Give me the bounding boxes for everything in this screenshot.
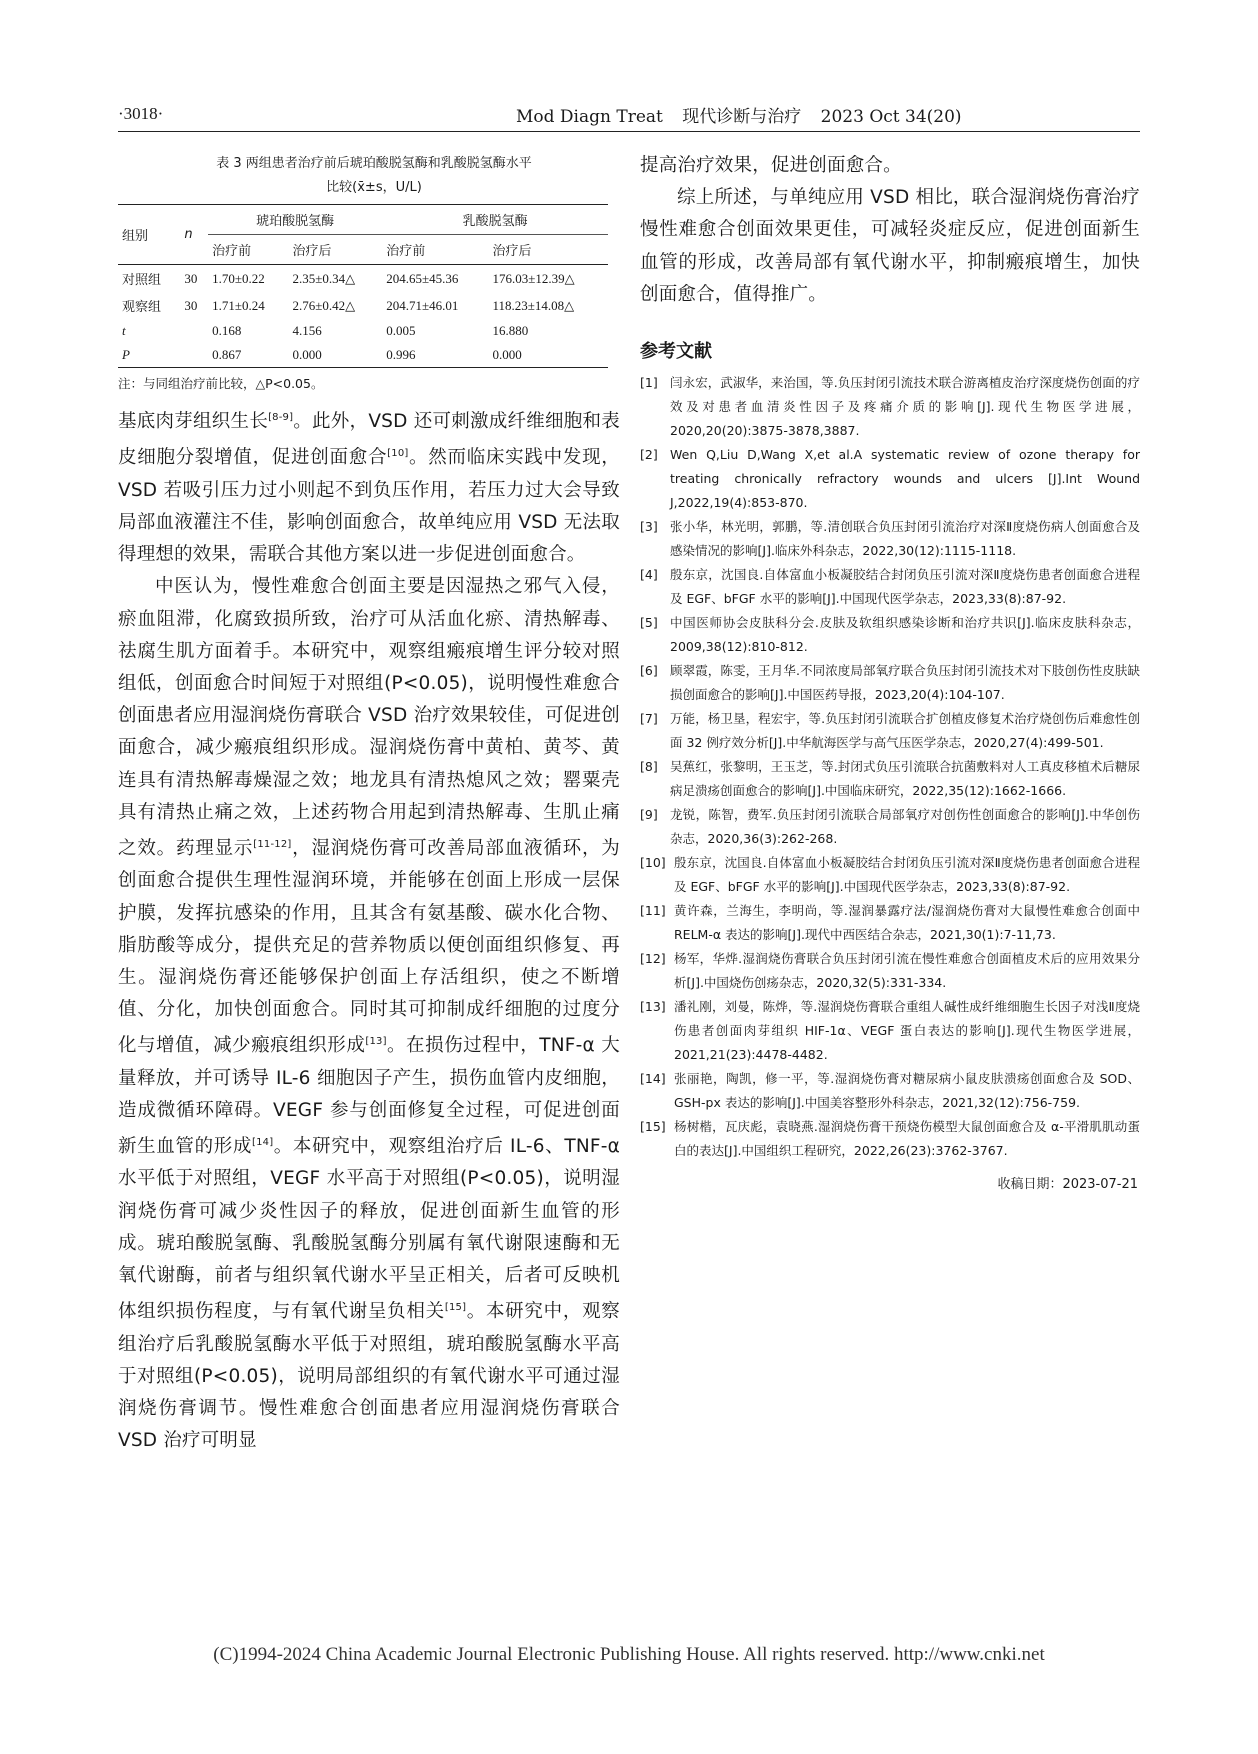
reference-number: [7] bbox=[640, 711, 658, 727]
header-rule bbox=[118, 131, 1140, 132]
references-title: 参考文献 bbox=[640, 341, 712, 363]
cell-sdh-before: 1.71±0.24 bbox=[212, 297, 265, 313]
cell-n: 30 bbox=[184, 297, 198, 313]
reference-item bbox=[640, 707, 1140, 755]
col-header-group: 组别 bbox=[122, 229, 149, 244]
paragraph bbox=[118, 402, 620, 571]
reference-number: [1] bbox=[640, 375, 658, 391]
reference-number: [6] bbox=[640, 663, 658, 679]
cell-sdh-before: 1.70±0.22 bbox=[212, 270, 265, 286]
col-header-sdh: 琥珀酸脱氢酶 bbox=[256, 214, 335, 229]
col-header-sdh-after: 治疗后 bbox=[289, 235, 383, 265]
cell-group: P bbox=[122, 347, 130, 362]
cell-n bbox=[180, 319, 208, 343]
citation: [8-9] bbox=[268, 412, 294, 423]
reference-item bbox=[640, 1067, 1140, 1115]
left-body-text bbox=[118, 402, 620, 1457]
text-run: 基底肉芽组织生长 bbox=[118, 411, 269, 433]
citation: [10] bbox=[387, 448, 409, 460]
text-run: 中医认为，慢性难愈合创面主要是因湿热之邪气入侵，瘀血阻滞，化腐致损所致，治疗可从活血化瘀、清热解毒、祛腐生肌方面着手。本研究中，观察组瘢痕增生评分较对照组低，创面愈合时间短于对照组(P<0.05)，说明慢性难愈合创面患者应用湿润烧伤膏联合 VSD 治疗效果较佳，可促进创面愈合，减少瘢痕组织形成。湿润烧伤膏中黄柏、黄芩、黄连具有清热解毒燥湿之效；地龙具有清热熄风之效；罂粟壳具有清热止痛之效，上述药物合用起到清热解毒、生肌止痛之效。药理显示 bbox=[118, 576, 620, 860]
page-header bbox=[118, 98, 1140, 132]
col-header-ldh-before: 治疗前 bbox=[382, 235, 488, 265]
reference-item bbox=[640, 611, 1140, 659]
table-row bbox=[118, 319, 608, 343]
received-date: 收稿日期：2023-07-21 bbox=[997, 1177, 1138, 1193]
reference-text: 吴蕉红，张黎明，王玉芝，等.封闭式负压引流联合抗菌敷料对人工真皮移植术后糖尿病足溃疡创面愈合的影响[J].中国临床研究，2022,35(12):1662-1666. bbox=[670, 759, 1140, 799]
reference-number: [4] bbox=[640, 567, 658, 583]
reference-item bbox=[640, 563, 1140, 611]
reference-number: [8] bbox=[640, 759, 658, 775]
journal-issue: 2023 Oct 34(20) bbox=[820, 107, 962, 127]
cell-ldh-after: 118.23±14.08△ bbox=[492, 297, 575, 313]
text-run: 。本研究中，观察组治疗后乳酸脱氢酶水平低于对照组，琥珀酸脱氢酶水平高于对照组(P<0.05)，说明局部组织的有氧代谢水平可通过湿润烧伤膏调节。慢性难愈合创面患者应用湿润烧伤膏联合 VSD 治疗可明显 bbox=[118, 1301, 620, 1452]
reference-item bbox=[640, 659, 1140, 707]
citation: [13] bbox=[365, 1036, 387, 1048]
citation: [15] bbox=[444, 1302, 467, 1314]
reference-text: 杨树楷，瓦庆彪，袁晓燕.湿润烧伤膏干预烧伤模型大鼠创面愈合及 α-平滑肌肌动蛋白的表达[J].中国组织工程研究，2022,26(23):3762-3767. bbox=[674, 1119, 1140, 1159]
col-header-ldh-after: 治疗后 bbox=[488, 235, 608, 265]
citation: [11-12] bbox=[253, 838, 292, 850]
reference-text: 杨军，华烨.湿润烧伤膏联合负压封闭引流在慢性难愈合创面植皮术后的应用效果分析[J].中国烧伤创疡杂志，2020,32(5):331-334. bbox=[674, 951, 1140, 991]
reference-item bbox=[640, 371, 1140, 443]
cell-n bbox=[180, 343, 208, 368]
paragraph bbox=[118, 571, 620, 1457]
reference-text: 张小华，林光明，郭鹏，等.清创联合负压封闭引流治疗对深Ⅱ度烧伤病人创面愈合及感染情况的影响[J].临床外科杂志，2022,30(12):1115-1118. bbox=[670, 519, 1140, 559]
cell-sdh-after: 0.000 bbox=[292, 347, 322, 362]
text-run: ，湿润烧伤膏可改善局部血液循环，为创面愈合提供生理性湿润环境，并能够在创面上形成一层保护膜，发挥抗感染的作用，且其含有氨基酸、碳水化合物、脂肪酸等成分，提供充足的营养物质以便创面组织修复、再生。湿润烧伤膏还能够保护创面上存活组织，使之不断增值、分化，加快创面愈合。同时其可抑制成纤细胞的过度分化与增值，减少瘢痕组织形成 bbox=[118, 838, 621, 1057]
cell-sdh-after: 2.35±0.34△ bbox=[292, 270, 356, 286]
reference-text: 黄许森，兰海生，李明尚，等.湿润暴露疗法/湿润烧伤膏对大鼠慢性难愈合创面中 RELM-α 表达的影响[J].现代中西医结合杂志，2021,30(1):7-11,73. bbox=[674, 903, 1140, 943]
references-list bbox=[640, 371, 1140, 1163]
cell-n: 30 bbox=[184, 270, 198, 286]
reference-text: 殷东京，沈国良.自体富血小板凝胶结合封闭负压引流对深Ⅱ度烧伤患者创面愈合进程及 EGF、bFGF 水平的影响[J].中国现代医学杂志，2023,33(8):87-92. bbox=[674, 855, 1140, 895]
reference-text: 殷东京，沈国良.自体富血小板凝胶结合封闭负压引流对深Ⅱ度烧伤患者创面愈合进程及 EGF、bFGF 水平的影响[J].中国现代医学杂志，2023,33(8):87-92. bbox=[670, 567, 1140, 607]
left-column bbox=[118, 152, 620, 1457]
reference-text: 潘礼刚，刘曼，陈烨，等.湿润烧伤膏联合重组人碱性成纤维细胞生长因子对浅Ⅱ度烧伤患者创面肉芽组织 HIF-1α、VEGF 蛋白表达的影响[J].现代生物医学进展，2021,21(23):4478-4482. bbox=[674, 999, 1140, 1063]
col-header-sdh-before: 治疗前 bbox=[208, 235, 288, 265]
cell-group: 观察组 bbox=[122, 300, 162, 315]
cell-sdh-after: 4.156 bbox=[292, 323, 322, 338]
reference-item bbox=[640, 803, 1140, 851]
paragraph: 综上所述，与单纯应用 VSD 相比，联合湿润烧伤膏治疗慢性难愈合创面效果更佳，可减轻炎症反应，促进创面新生血管的形成，改善局部有氧代谢水平，抑制瘢痕增生，加快创面愈合，值得推广。 bbox=[640, 187, 1140, 305]
reference-number: [10] bbox=[640, 855, 666, 871]
right-column bbox=[640, 150, 1140, 1192]
cell-sdh-before: 0.168 bbox=[212, 323, 242, 338]
table-3 bbox=[118, 204, 608, 368]
reference-number: [11] bbox=[640, 903, 666, 919]
table-row bbox=[118, 265, 608, 293]
cell-ldh-after: 176.03±12.39△ bbox=[492, 270, 575, 286]
reference-number: [12] bbox=[640, 951, 666, 967]
text-run: 。此外，VSD 还可刺激成纤维细胞和表皮细胞分裂增值，促进创面愈合 bbox=[118, 411, 620, 469]
table-caption-line1: 表 3 两组患者治疗前后琥珀酸脱氢酶和乳酸脱氢酶水平 bbox=[216, 156, 532, 171]
reference-text: 顾翠霞，陈雯，王月华.不同浓度局部氧疗联合负压封闭引流技术对下肢创伤性皮肤缺损创面愈合的影响[J].中国医药导报，2023,20(4):104-107. bbox=[670, 663, 1140, 703]
cell-ldh-before: 204.65±45.36 bbox=[386, 270, 459, 286]
reference-text: 张丽艳，陶凯，修一平，等.湿润烧伤膏对糖尿病小鼠皮肤溃疡创面愈合及 SOD、GSH-px 表达的影响[J].中国美容整形外科杂志，2021,32(12):756-759. bbox=[674, 1071, 1140, 1111]
reference-item bbox=[640, 1115, 1140, 1163]
cell-ldh-before: 0.996 bbox=[386, 347, 416, 362]
col-header-ldh: 乳酸脱氢酶 bbox=[462, 214, 528, 229]
cell-sdh-before: 0.867 bbox=[212, 347, 242, 362]
text-run: 。本研究中，观察组治疗后 IL-6、TNF-α 水平低于对照组，VEGF 水平高于对照组(P<0.05)，说明湿润烧伤膏可减少炎性因子的释放，促进创面新生血管的形成。琥珀酸脱氢酶、乳酸脱氢酶分别属有氧代谢限速酶和无氧代谢酶，前者与组织氧代谢水平呈正相关，后者可反映机体组织损伤程度，与有氧代谢呈负相关 bbox=[118, 1136, 620, 1323]
table-note: 注：与同组治疗前比较，△P<0.05。 bbox=[118, 376, 324, 391]
table-row bbox=[118, 292, 608, 319]
reference-item bbox=[640, 755, 1140, 803]
text-run: 。然而临床实践中发现，VSD 若吸引压力过小则起不到负压作用，若压力过大会导致局部血液灌注不佳，影响创面愈合，故单纯应用 VSD 无法取得理想的效果，需联合其他方案以进一步促进创面愈合。 bbox=[118, 447, 620, 566]
cell-sdh-after: 2.76±0.42△ bbox=[292, 297, 356, 313]
journal-info bbox=[516, 102, 976, 127]
reference-number: [13] bbox=[640, 999, 666, 1015]
reference-text: 万能，杨卫垦，程宏宇，等.负压封闭引流联合扩创植皮修复术治疗烧创伤后难愈性创面 32 例疗效分析[J].中华航海医学与高气压医学杂志，2020,27(4):499-501. bbox=[670, 711, 1140, 751]
cell-ldh-before: 0.005 bbox=[386, 323, 416, 338]
reference-item bbox=[640, 899, 1140, 947]
right-body-text bbox=[640, 150, 1140, 311]
reference-number: [14] bbox=[640, 1071, 666, 1087]
reference-text: 中国医师协会皮肤科分会.皮肤及软组织感染诊断和治疗共识[J].临床皮肤科杂志，2009,38(12):810-812. bbox=[670, 615, 1140, 655]
text-run: 。在损伤过程中，TNF-α 大量释放，并可诱导 IL-6 细胞因子产生，损伤血管内皮细胞，造成微循环障碍。VEGF 参与创面修复全过程，可促进创面新生血管的形成 bbox=[118, 1035, 620, 1158]
reference-text: 龙锐，陈智，费军.负压封闭引流联合局部氧疗对创伤性创面愈合的影响[J].中华创伤杂志，2020,36(3):262-268. bbox=[670, 807, 1140, 847]
reference-number: [5] bbox=[640, 615, 658, 631]
cell-ldh-before: 204.71±46.01 bbox=[386, 297, 459, 313]
citation: [14] bbox=[252, 1137, 274, 1149]
table-caption-line2: 比较(x̄±s，U/L) bbox=[326, 180, 422, 195]
reference-item bbox=[640, 443, 1140, 515]
page-number: ·3018· bbox=[118, 104, 164, 123]
reference-text: 闫永宏，武淑华，来治国，等.负压封闭引流技术联合游离植皮治疗深度烧伤创面的疗效及对患者血清炎性因子及疼痛介质的影响[J].现代生物医学进展，2020,20(20):3875-3878,3887. bbox=[670, 375, 1140, 439]
reference-number: [2] bbox=[640, 447, 658, 463]
cell-ldh-after: 16.880 bbox=[492, 323, 529, 338]
table-caption bbox=[128, 152, 620, 200]
reference-text: Wen Q,Liu D,Wang X,et al.A systematic review of ozone therapy for treating chronically refractory wounds and ulcers [J].Int Wound J,2022,19(4):853-870. bbox=[670, 447, 1140, 511]
cell-ldh-after: 0.000 bbox=[492, 347, 522, 362]
reference-item bbox=[640, 515, 1140, 563]
reference-number: [15] bbox=[640, 1119, 666, 1135]
reference-item bbox=[640, 995, 1140, 1067]
journal-name-cn: 现代诊断与治疗 bbox=[682, 107, 802, 127]
reference-number: [9] bbox=[640, 807, 658, 823]
journal-name-en: Mod Diagn Treat bbox=[516, 107, 663, 127]
table-row bbox=[118, 343, 608, 368]
paragraph: 提高治疗效果，促进创面愈合。 bbox=[640, 155, 902, 176]
reference-number: [3] bbox=[640, 519, 658, 535]
cell-group: t bbox=[122, 323, 126, 338]
cell-group: 对照组 bbox=[122, 273, 162, 288]
copyright-footer: (C)1994-2024 China Academic Journal Electronic Publishing House. All rights reserved. http://www.cnki.net bbox=[213, 1644, 1045, 1665]
reference-item bbox=[640, 947, 1140, 995]
col-header-n: n bbox=[184, 227, 193, 242]
reference-item bbox=[640, 851, 1140, 899]
